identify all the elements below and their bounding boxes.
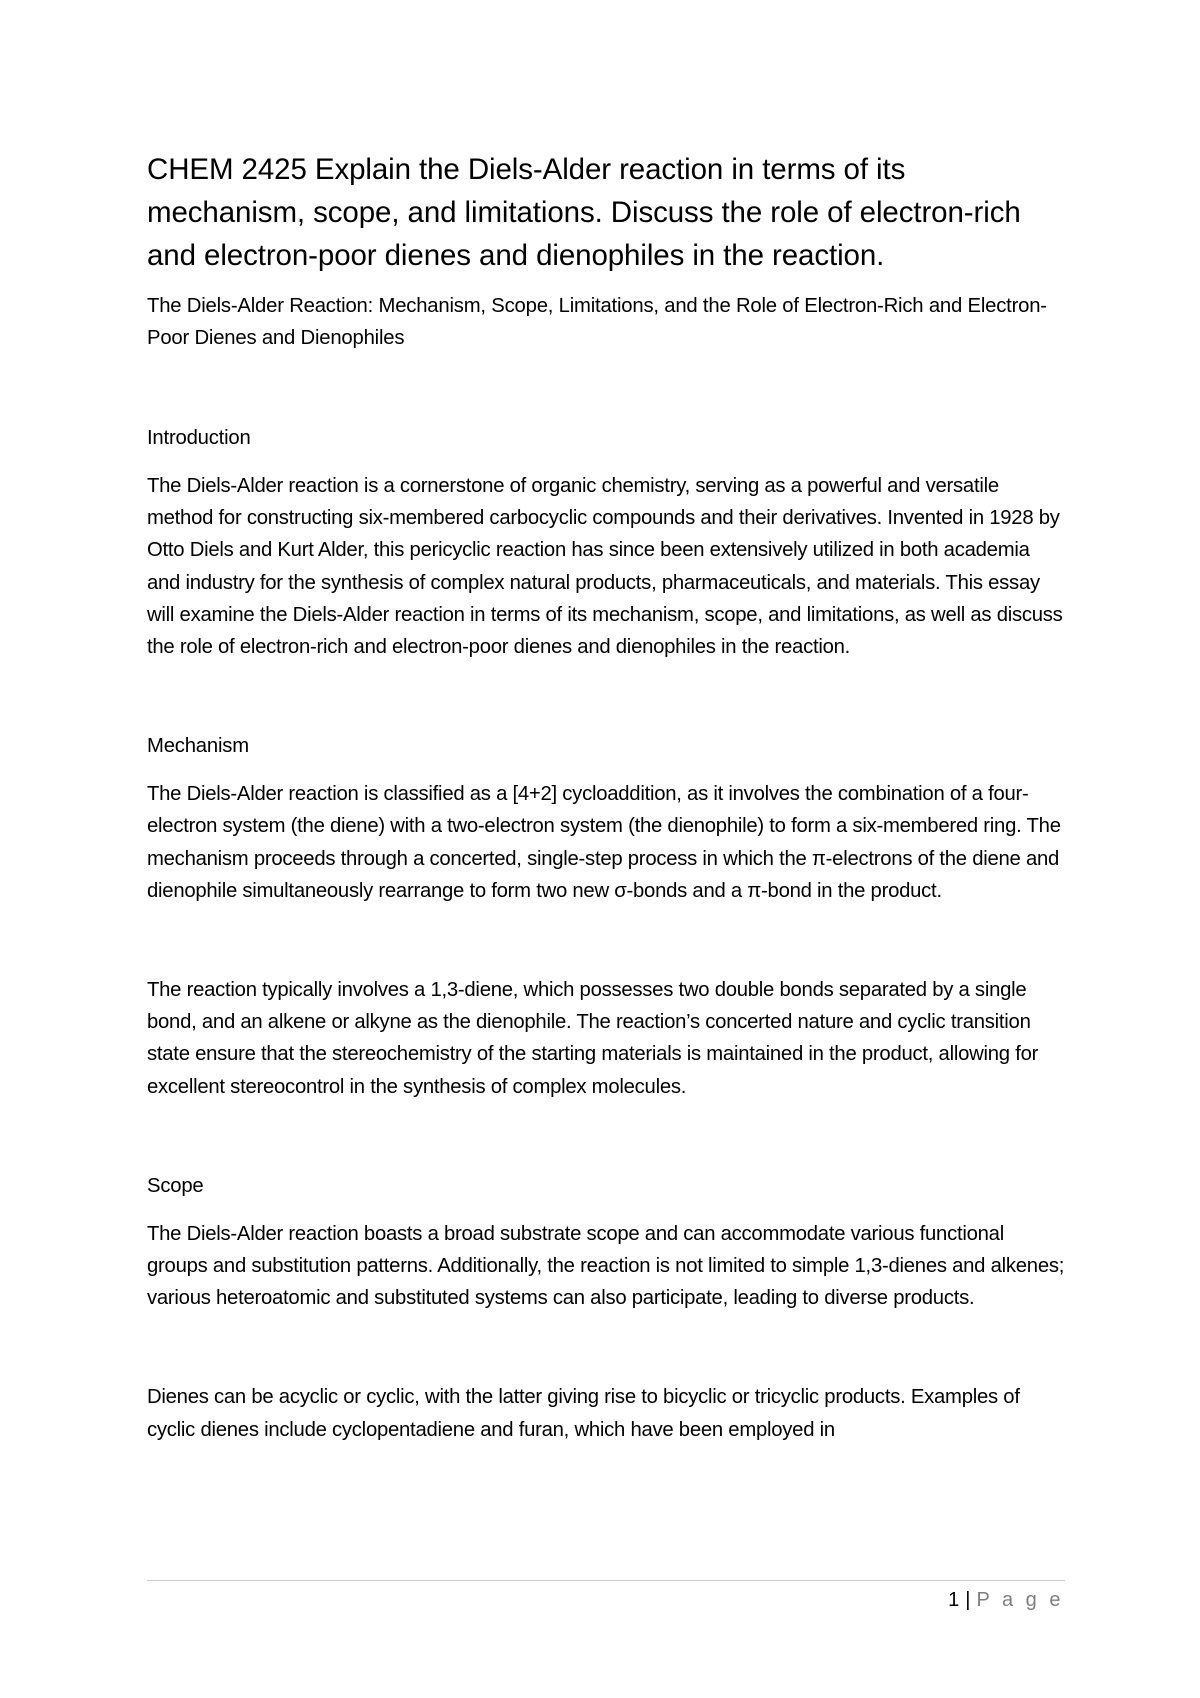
document-title: CHEM 2425 Explain the Diels-Alder reaction in terms of its mechanism, scope, and limitations. Discuss the role of electron-rich and electron-poor dienes and dienophiles in the reaction. — [147, 153, 1021, 272]
mechanism-paragraph-2: The reaction typically involves a 1,3-diene, which possesses two double bonds separated by a single bond, and an alkene or alkyne as the dienophile. The reaction’s concerted nature and cyclic transition state ensure that the stereochemistry of the starting materials is maintained in the product, allowing for excellent stereocontrol in the synthesis of complex molecules. — [147, 979, 1039, 1098]
introduction-paragraph: The Diels-Alder reaction is a cornerstone of organic chemistry, serving as a powerful and versatile method for constructing six-membered carbocyclic compounds and their derivatives. Invented in 1928 by Otto Diels and Kurt Alder, this pericyclic reaction has since been extensively utilized in both academia and industry for the synthesis of complex natural products, pharmaceuticals, and materials. This essay will examine the Diels-Alder reaction in terms of its mechanism, scope, and limitations, as well as discuss the role of electron-rich and electron-poor dienes and dienophiles in the reaction. — [147, 475, 1063, 659]
mechanism-paragraph-1: The Diels-Alder reaction is classified as a [4+2] cycloaddition, as it involves the combination of a four-electron system (the diene) with a two-electron system (the dienophile) to form a six-membered ring. The mechanism proceeds through a concerted, single-step process in which the π-electrons of the diene and dienophile simultaneously rearrange to form two new σ-bonds and a π-bond in the product. — [147, 783, 1061, 902]
section-heading-introduction: Introduction — [147, 427, 251, 449]
footer-divider — [147, 1580, 1065, 1581]
document-subtitle: The Diels-Alder Reaction: Mechanism, Scope, Limitations, and the Role of Electron-Rich and Electron-Poor Dienes and Dienophiles — [147, 295, 1047, 349]
section-heading-mechanism: Mechanism — [147, 735, 249, 758]
page-footer — [948, 1588, 1064, 1612]
footer-separator: | — [965, 1589, 971, 1611]
scope-paragraph-1: The Diels-Alder reaction boasts a broad substrate scope and can accommodate various functional groups and substitution patterns. Additionally, the reaction is not limited to simple 1,3-dienes and alkenes; various heteroatomic and substituted systems can also participate, leading to diverse products. — [147, 1222, 1065, 1310]
page-label: P a g e — [976, 1589, 1064, 1611]
page-number: 1 — [948, 1589, 960, 1611]
document-body — [147, 148, 1067, 1446]
section-heading-scope: Scope — [147, 1174, 204, 1197]
scope-paragraph-2: Dienes can be acyclic or cyclic, with the latter giving rise to bicyclic or tricyclic products. Examples of cyclic dienes include cyclopentadiene and furan, which have been employed in — [147, 1386, 1020, 1441]
